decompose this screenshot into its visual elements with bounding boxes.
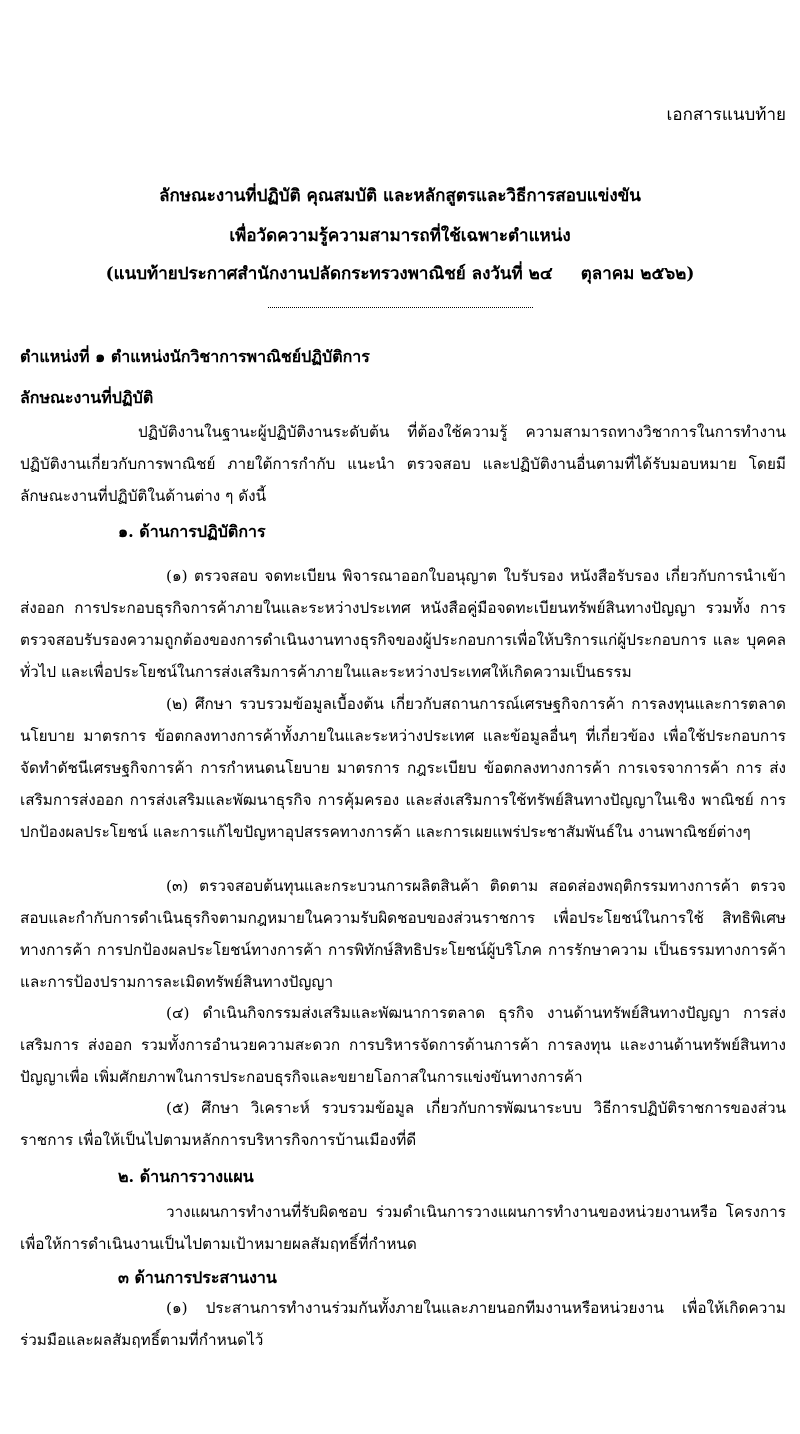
- position-heading: ตำแหน่งที่ ๑ ตำแหน่งนักวิชาการพาณิชย์ปฏิบัติการ: [20, 347, 370, 366]
- announcement-date-month: ตุลาคม ๒๕๖๒): [580, 264, 695, 284]
- section-3-item-1: (๑) ประสานการทำงานร่วมกันทั้งภายในและภายนอกทีมงานหรือหน่วยงาน เพื่อให้เกิดความ ร่วมมือและผลสัมฤทธิ์ตามที่กำหนดไว้: [20, 1299, 786, 1349]
- section-2-heading: ๒. ด้านการวางแผน: [118, 1167, 254, 1186]
- section-1-item-5: (๕) ศึกษา วิเคราะห์ รวบรวมข้อมูล เกี่ยวกับการพัฒนาระบบ วิธีการปฏิบัติราชการของส่วนราชการ เพื่อให้เป็นไปตามหลักการบริหารกิจการบ้านเมืองที่ดี: [20, 1099, 786, 1149]
- duties-heading: ลักษณะงานที่ปฏิบัติ: [20, 388, 154, 407]
- document-title-line-3: [0, 260, 800, 287]
- section-1-item-4: (๔) ดำเนินกิจกรรมส่งเสริมและพัฒนาการตลาด ธุรกิจ งานด้านทรัพย์สินทางปัญญา การส่งเสริมการ ส่งออก รวมทั้งการอำนวยความสะดวก การบริหารจัดการด้านการค้า การลงทุน และงานด้านทรัพย์สินทางปัญญาเพื่อ เพิ่มศักยภาพในการประกอบธุรกิจและขยายโอกาสในการแข่งขันทางการค้า: [20, 1004, 786, 1086]
- dotted-divider: [268, 307, 533, 308]
- section-1-item-3: (๓) ตรวจสอบต้นทุนและกระบวนการผลิตสินค้า ติดตาม สอดส่องพฤติกรรมทางการค้า ตรวจสอบและกำกับการดำเนินธุรกิจตามกฎหมายในความรับผิดชอบของส่วนราชการ เพื่อประโยชน์ในการใช้ สิทธิพิเศษทางการค้า การปกป้องผลประโยชน์ทางการค้า การพิทักษ์สิทธิประโยชน์ผู้บริโภค การรักษาความ เป็นธรรมทางการค้า และการป้องปรามการละเมิดทรัพย์สินทางปัญญา: [20, 877, 786, 991]
- document-title-line-2: เพื่อวัดความรู้ความสามารถที่ใช้เฉพาะตำแหน่ง: [229, 226, 571, 246]
- section-1-item-2: (๒) ศึกษา รวบรวมข้อมูลเบื้องต้น เกี่ยวกับสถานการณ์เศรษฐกิจการค้า การลงทุนและการตลาด นโยบาย มาตรการ ข้อตกลงทางการค้าทั้งภายในและระหว่างประเทศ และข้อมูลอื่นๆ ที่เกี่ยวข้อง เพื่อใช้ประกอบการ จัดทำดัชนีเศรษฐกิจการค้า การกำหนดนโยบาย มาตรการ กฎระเบียบ ข้อตกลงทางการค้า การเจรจาการค้า การ ส่งเสริมการส่งออก การส่งเสริมและพัฒนาธุรกิจ การคุ้มครอง และส่งเสริมการใช้ทรัพย์สินทางปัญญาในเชิง พาณิชย์ การปกป้องผลประโยชน์ และการแก้ไขปัญหาอุปสรรคทางการค้า และการเผยแพร่ประชาสัมพันธ์ใน งานพาณิชย์ต่างๆ: [20, 695, 786, 841]
- section-3-heading: ๓ ด้านการประสานงาน: [118, 1268, 277, 1287]
- announcement-reference: (แนบท้ายประกาศสำนักงานปลัดกระทรวงพาณิชย์ ลงวันที่ ๒๔: [105, 264, 553, 284]
- section-2-text: วางแผนการทำงานที่รับผิดชอบ ร่วมดำเนินการวางแผนการทำงานของหน่วยงานหรือ โครงการเพื่อให้การดำเนินงานเป็นไปตามเป้าหมายผลสัมฤทธิ์ที่กำหนด: [20, 1203, 786, 1253]
- intro-paragraph: ปฏิบัติงานในฐานะผู้ปฏิบัติงานระดับต้น ที่ต้องใช้ความรู้ ความสามารถทางวิชาการในการทำงาน ปฏิบัติงานเกี่ยวกับการพาณิชย์ ภายใต้การกำกับ แนะนำ ตรวจสอบ และปฏิบัติงานอื่นตามที่ได้รับมอบหมาย โดยมีลักษณะงานที่ปฏิบัติในด้านต่าง ๆ ดังนี้: [20, 423, 786, 505]
- section-1-item-1: (๑) ตรวจสอบ จดทะเบียน พิจารณาออกใบอนุญาต ใบรับรอง หนังสือรับรอง เกี่ยวกับการนำเข้า ส่งออก การประกอบธุรกิจการค้าภายในและระหว่างประเทศ หนังสือคู่มือจดทะเบียนทรัพย์สินทางปัญญา รวมทั้ง การตรวจสอบรับรองความถูกต้องของการดำเนินงานทางธุรกิจของผู้ประกอบการเพื่อให้บริการแก่ผู้ประกอบการ และ บุคคลทั่วไป และเพื่อประโยชน์ในการส่งเสริมการค้าภายในและระหว่างประเทศให้เกิดความเป็นธรรม: [20, 567, 786, 681]
- document-title-line-1: ลักษณะงานที่ปฏิบัติ คุณสมบัติ และหลักสูตรและวิธีการสอบแข่งขัน: [159, 186, 641, 206]
- section-1-heading: ๑. ด้านการปฏิบัติการ: [118, 522, 266, 541]
- annex-label: เอกสารแนบท้าย: [666, 105, 786, 125]
